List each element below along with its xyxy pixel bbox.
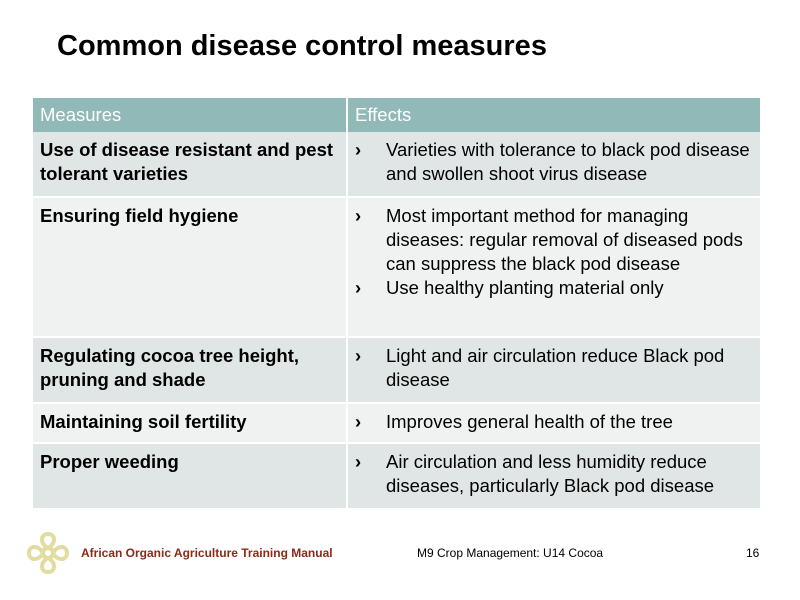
page-number: 16: [746, 546, 760, 560]
chevron-bullet-icon: ›: [355, 451, 362, 472]
table-row: [33, 443, 760, 508]
footer-manual-title: African Organic Agriculture Training Manual: [81, 546, 333, 560]
footer-module: M9 Crop Management: U14 Cocoa: [417, 546, 604, 560]
chevron-bullet-icon: ›: [355, 139, 362, 160]
measure-cell: Use of disease resistant and pest tolerant varieties: [33, 132, 347, 197]
table-row: [33, 197, 760, 337]
effect-item: › Light and air circulation reduce Black pod disease: [355, 345, 725, 390]
effects-cell: [347, 132, 760, 197]
effect-item: › Use healthy planting material only: [355, 277, 664, 298]
effect-item: › Improves general health of the tree: [355, 411, 673, 432]
effect-item: › Air circulation and less humidity reduce diseases, particularly Black pod disease: [355, 451, 715, 496]
knot-logo-icon: [25, 530, 71, 576]
effects-list: [355, 450, 752, 498]
chevron-bullet-icon: ›: [355, 345, 362, 366]
effects-list: [355, 138, 752, 186]
effects-cell: [347, 403, 760, 443]
effects-list: [355, 410, 752, 434]
measure-cell: Proper weeding: [33, 443, 347, 508]
header-effects: Effects: [347, 98, 760, 132]
chevron-bullet-icon: ›: [355, 277, 362, 298]
effect-item: › Varieties with tolerance to black pod disease and swollen shoot virus disease: [355, 139, 750, 184]
effects-cell: [347, 197, 760, 337]
table-row: [33, 403, 760, 443]
table-header-row: [33, 98, 760, 132]
effects-cell: [347, 337, 760, 403]
effects-cell: [347, 443, 760, 508]
chevron-bullet-icon: ›: [355, 411, 362, 432]
header-measures: Measures: [33, 98, 347, 132]
effect-item: › Most important method for managing diseases: regular removal of diseased pods can suppress the black pod disease: [355, 205, 743, 274]
measure-cell: Regulating cocoa tree height, pruning and shade: [33, 337, 347, 403]
effects-list: [355, 204, 752, 300]
table-row: [33, 132, 760, 197]
slide-title: Common disease control measures: [57, 30, 547, 62]
measure-cell: Ensuring field hygiene: [33, 197, 347, 337]
chevron-bullet-icon: ›: [355, 205, 362, 226]
measure-cell: Maintaining soil fertility: [33, 403, 347, 443]
effects-list: [355, 344, 752, 392]
disease-control-table: [33, 98, 760, 508]
table-row: [33, 337, 760, 403]
